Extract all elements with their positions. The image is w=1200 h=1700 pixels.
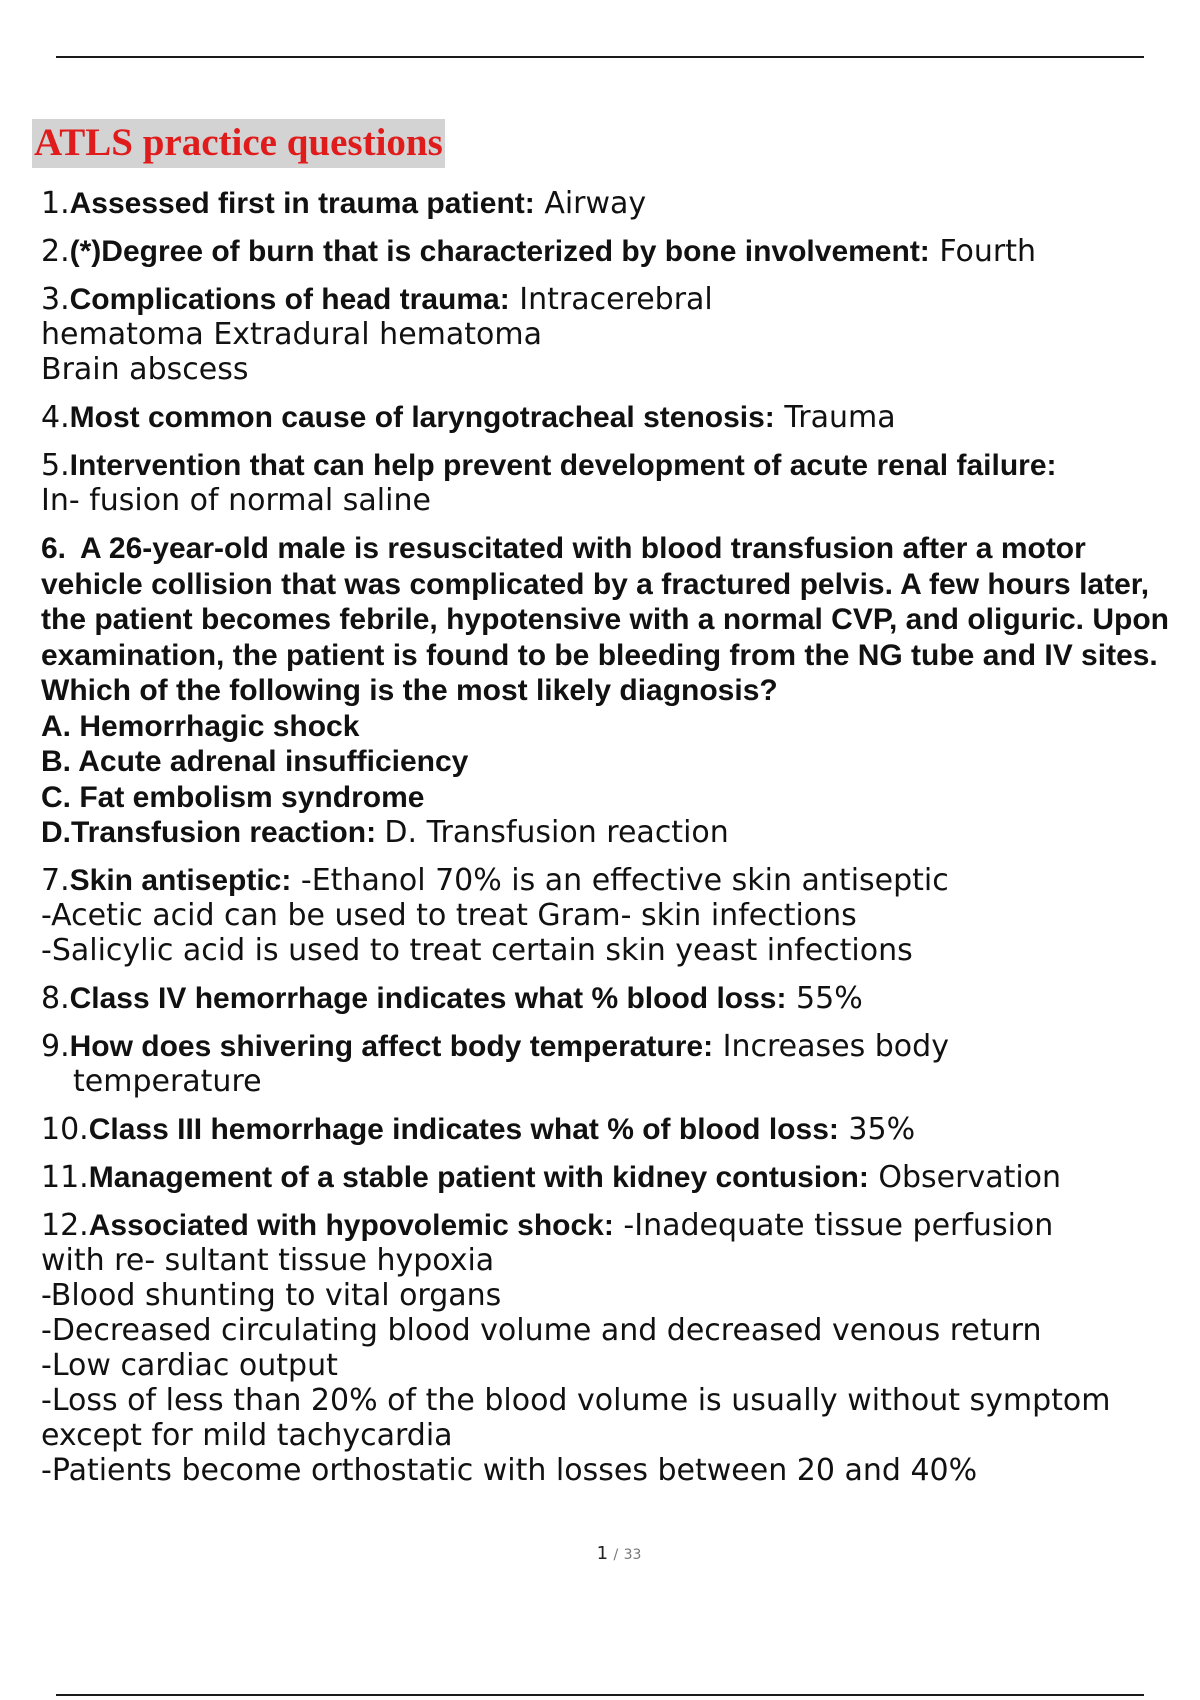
answer-line: -Loss of less than 20% of the blood volume is usually without symptom: [41, 1382, 1111, 1418]
option-b: B. Acute adrenal insufficiency: [41, 745, 469, 778]
question-answer: -Ethanol 70% is an effective skin antiseptic: [300, 862, 949, 898]
answer-line: -Patients become orthostatic with losses between 20 and 40%: [41, 1452, 978, 1488]
question-answer: -Inadequate tissue perfusion: [623, 1207, 1054, 1243]
bottom-rule: [56, 1694, 1144, 1696]
answer-line: with re- sultant tissue hypoxia: [41, 1242, 495, 1278]
question-9: [41, 1029, 1191, 1099]
question-number: 5.: [41, 448, 70, 483]
question-label: Complications of head trauma:: [69, 283, 510, 316]
question-label: Most common cause of laryngotracheal stenosis:: [69, 401, 775, 434]
question-label: Intervention that can help prevent development of acute renal failure:: [69, 449, 1057, 482]
answer-line: hematoma Extradural hematoma: [41, 317, 542, 352]
option-a: A. Hemorrhagic shock: [41, 709, 360, 743]
question-answer: 35%: [848, 1111, 916, 1147]
question-list: [41, 186, 1191, 1501]
question-4: [41, 400, 1191, 435]
question-answer: D. Transfusion reaction: [384, 815, 729, 850]
question-answer: In- fusion of normal saline: [41, 483, 431, 518]
question-number: 7.: [41, 862, 70, 898]
question-12: [41, 1208, 1191, 1488]
page-indicator: [0, 1543, 1200, 1564]
question-label: Associated with hypovolemic shock:: [88, 1208, 614, 1242]
question-answer: Intracerebral: [519, 282, 713, 317]
question-5: [41, 448, 1191, 518]
question-label: Assessed first in trauma patient:: [69, 187, 535, 220]
question-number: 4.: [41, 400, 70, 435]
answer-line: -Blood shunting to vital organs: [41, 1277, 502, 1313]
option-c: C. Fat embolism syndrome: [41, 780, 425, 814]
page-title: ATLS practice questions: [32, 119, 445, 168]
question-label: (*)Degree of burn that is characterized by bone involvement:: [69, 235, 930, 268]
question-label: Class III hemorrhage indicates what % of blood loss:: [88, 1112, 839, 1146]
question-answer: Trauma: [784, 400, 896, 435]
question-3: [41, 282, 1191, 387]
question-number: 1.: [41, 186, 70, 221]
question-6: [41, 531, 1191, 851]
page-separator: /: [613, 1547, 619, 1563]
question-label: How does shivering affect body temperature:: [69, 1029, 714, 1063]
question-2: [41, 234, 1191, 269]
question-number: 9.: [41, 1028, 70, 1064]
question-10: [41, 1112, 1191, 1147]
question-number: 11.: [41, 1159, 89, 1195]
question-label: Management of a stable patient with kidney contusion:: [88, 1160, 869, 1194]
current-page: 1: [596, 1543, 609, 1564]
question-answer: Airway: [544, 186, 647, 221]
question-11: [41, 1160, 1191, 1195]
question-number: 6.: [41, 532, 67, 565]
answer-line: -Salicylic acid is used to treat certain skin yeast infections: [41, 932, 913, 968]
question-number: 3.: [41, 282, 70, 317]
question-answer: Fourth: [939, 234, 1037, 269]
option-d: D.Transfusion reaction:: [41, 816, 377, 849]
question-label: Skin antiseptic:: [69, 863, 292, 897]
answer-line: temperature: [73, 1063, 262, 1099]
question-answer: 55%: [796, 980, 863, 1016]
answer-line: Brain abscess: [41, 352, 249, 387]
question-1: [41, 186, 1191, 221]
question-answer: Observation: [878, 1159, 1062, 1195]
question-number: 10.: [41, 1111, 89, 1147]
answer-line: except for mild tachycardia: [41, 1417, 453, 1453]
answer-line: -Decreased circulating blood volume and decreased venous return: [41, 1312, 1042, 1348]
top-rule: [56, 56, 1144, 58]
question-number: 2.: [41, 234, 70, 269]
question-number: 12.: [41, 1207, 89, 1243]
answer-line: -Low cardiac output: [41, 1347, 338, 1383]
question-number: 8.: [41, 980, 70, 1016]
answer-line: -Acetic acid can be used to treat Gram- skin infections: [41, 897, 857, 933]
question-answer: Increases body: [722, 1028, 949, 1064]
question-7: [41, 863, 1191, 968]
question-stem: A 26-year-old male is resuscitated with blood transfusion after a motor vehicle collision that was complicated by a fractured pelvis. A few hours later, the patient becomes febrile, hypotensive with a normal CVP, and oliguric. Upon examination, the patient is found to be bleeding from the NG tube and IV sites. Which of the following is the most likely diagnosis?: [41, 532, 1169, 707]
question-8: [41, 981, 1191, 1016]
question-label: Class IV hemorrhage indicates what % blood loss:: [69, 981, 787, 1015]
total-pages: 33: [623, 1547, 642, 1563]
